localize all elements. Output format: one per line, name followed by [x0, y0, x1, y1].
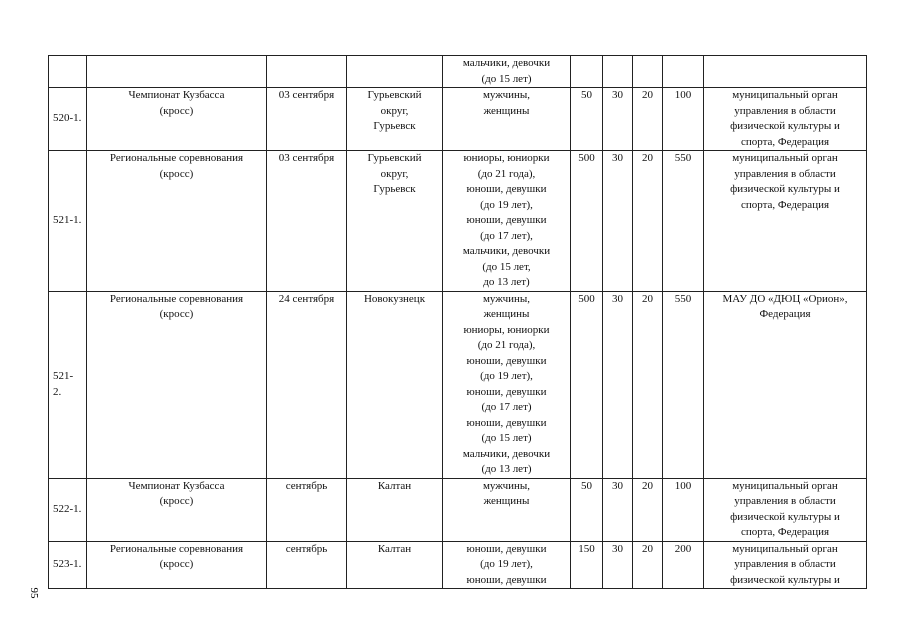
event-location-cell: Калтан: [347, 541, 443, 589]
event-name-cell: Чемпионат Кузбасса (кросс): [87, 478, 267, 541]
table-row: [49, 88, 867, 151]
table-row: [49, 151, 867, 292]
count-1-cell: 50: [571, 478, 603, 541]
table-row: [49, 478, 867, 541]
count-2-cell: 30: [603, 151, 633, 292]
count-total-cell: 200: [663, 541, 704, 589]
row-number-cell: 521-1.: [49, 151, 87, 292]
count-3-cell: 20: [633, 88, 663, 151]
count-1-cell: 150: [571, 541, 603, 589]
event-date-cell: сентябрь: [267, 478, 347, 541]
page-number: 95: [28, 587, 40, 599]
participants-cell: мужчины, женщины: [443, 478, 571, 541]
participants-cell: юниоры, юниорки (до 21 года), юноши, девушки (до 19 лет), юноши, девушки (до 17 лет), мальчики, девочки (до 15 лет, до 13 лет): [443, 151, 571, 292]
document-page: [48, 55, 867, 589]
event-name-cell: Региональные соревнования (кросс): [87, 291, 267, 478]
organizer-cell: муниципальный орган управления в области физической культуры и спорта, Федерация: [704, 88, 867, 151]
count-2-cell: 30: [603, 541, 633, 589]
row-number-cell: 521- 2.: [49, 291, 87, 478]
count-2-cell: 30: [603, 478, 633, 541]
table-row: [49, 291, 867, 478]
count-total-cell: 100: [663, 478, 704, 541]
organizer-cell: муниципальный орган управления в области физической культуры и спорта, Федерация: [704, 478, 867, 541]
count-3-cell: [633, 56, 663, 88]
event-date-cell: 24 сентября: [267, 291, 347, 478]
row-number-cell: 523-1.: [49, 541, 87, 589]
organizer-cell: [704, 56, 867, 88]
participants-cell: мужчины, женщины юниоры, юниорки (до 21 года), юноши, девушки (до 19 лет), юноши, девушки (до 17 лет) юноши, девушки (до 15 лет) мальчики, девочки (до 13 лет): [443, 291, 571, 478]
count-1-cell: 500: [571, 151, 603, 292]
count-3-cell: 20: [633, 541, 663, 589]
event-date-cell: 03 сентября: [267, 88, 347, 151]
event-location-cell: Новокузнецк: [347, 291, 443, 478]
row-number-cell: 522-1.: [49, 478, 87, 541]
event-location-cell: Калтан: [347, 478, 443, 541]
table-row: [49, 541, 867, 589]
count-total-cell: 550: [663, 151, 704, 292]
event-name-cell: Региональные соревнования (кросс): [87, 151, 267, 292]
event-name-cell: Чемпионат Кузбасса (кросс): [87, 88, 267, 151]
row-number-cell: 520-1.: [49, 88, 87, 151]
participants-cell: юноши, девушки (до 19 лет), юноши, девушки: [443, 541, 571, 589]
count-total-cell: 550: [663, 291, 704, 478]
count-1-cell: 50: [571, 88, 603, 151]
event-date-cell: 03 сентября: [267, 151, 347, 292]
event-date-cell: [267, 56, 347, 88]
table-body: [49, 56, 867, 589]
count-3-cell: 20: [633, 291, 663, 478]
event-name-cell: [87, 56, 267, 88]
count-2-cell: 30: [603, 88, 633, 151]
count-3-cell: 20: [633, 151, 663, 292]
table-row: [49, 56, 867, 88]
event-name-cell: Региональные соревнования (кросс): [87, 541, 267, 589]
event-location-cell: [347, 56, 443, 88]
row-number-cell: [49, 56, 87, 88]
organizer-cell: муниципальный орган управления в области физической культуры и: [704, 541, 867, 589]
competition-table: [48, 55, 867, 589]
organizer-cell: МАУ ДО «ДЮЦ «Орион», Федерация: [704, 291, 867, 478]
count-3-cell: 20: [633, 478, 663, 541]
event-date-cell: сентябрь: [267, 541, 347, 589]
count-1-cell: 500: [571, 291, 603, 478]
event-location-cell: Гурьевский округ, Гурьевск: [347, 88, 443, 151]
participants-cell: мальчики, девочки (до 15 лет): [443, 56, 571, 88]
count-1-cell: [571, 56, 603, 88]
count-2-cell: [603, 56, 633, 88]
participants-cell: мужчины, женщины: [443, 88, 571, 151]
count-total-cell: [663, 56, 704, 88]
event-location-cell: Гурьевский округ, Гурьевск: [347, 151, 443, 292]
count-total-cell: 100: [663, 88, 704, 151]
organizer-cell: муниципальный орган управления в области физической культуры и спорта, Федерация: [704, 151, 867, 292]
count-2-cell: 30: [603, 291, 633, 478]
